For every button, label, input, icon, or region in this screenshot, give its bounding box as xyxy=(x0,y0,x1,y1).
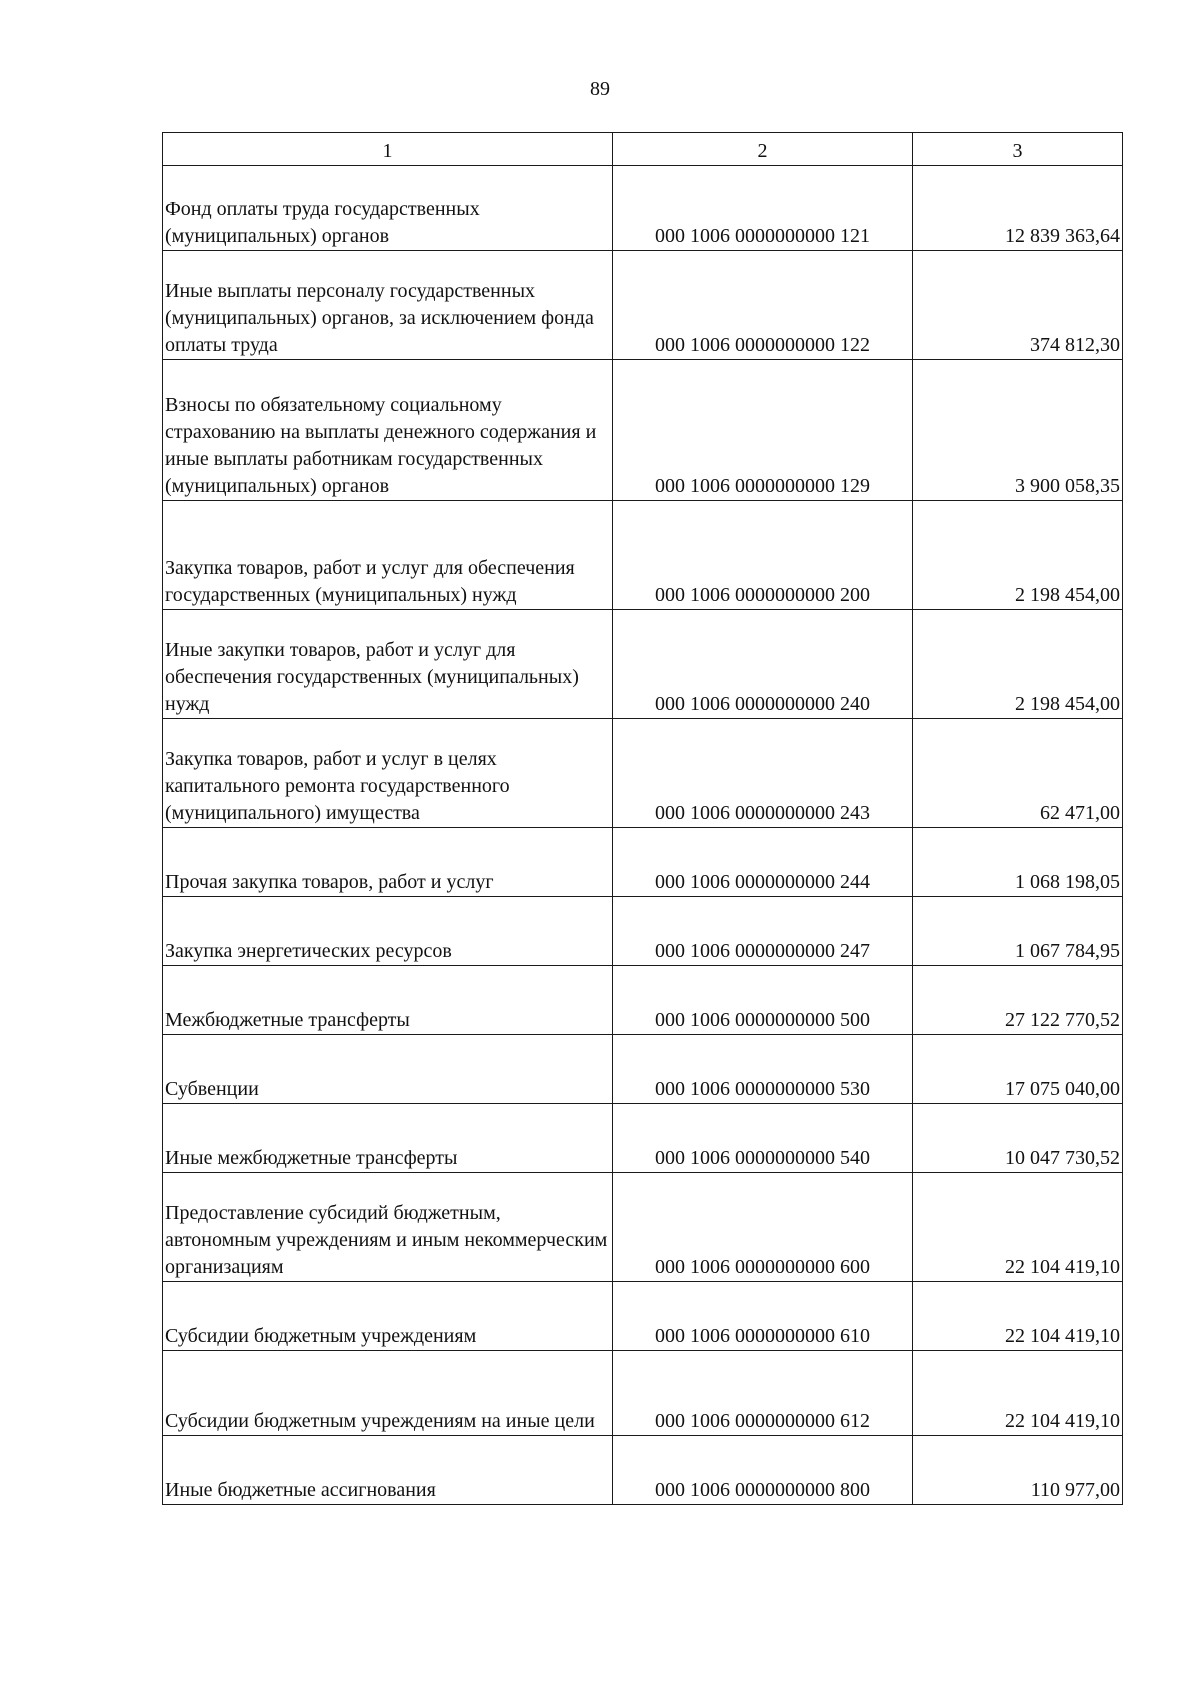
row-amount: 22 104 419,10 xyxy=(913,1173,1123,1282)
column-header-1: 1 xyxy=(163,133,613,166)
row-amount: 10 047 730,52 xyxy=(913,1104,1123,1173)
row-code: 000 1006 0000000000 540 xyxy=(613,1104,913,1173)
row-amount: 3 900 058,35 xyxy=(913,360,1123,501)
row-name: Иные закупки товаров, работ и услуг для обеспечения государственных (муниципальных) нужд xyxy=(163,610,613,719)
row-amount: 62 471,00 xyxy=(913,719,1123,828)
row-amount: 2 198 454,00 xyxy=(913,501,1123,610)
row-name: Иные бюджетные ассигнования xyxy=(163,1436,613,1505)
table-row xyxy=(163,251,1123,360)
row-code: 000 1006 0000000000 600 xyxy=(613,1173,913,1282)
table-row xyxy=(163,828,1123,897)
table-row xyxy=(163,1104,1123,1173)
table-row xyxy=(163,610,1123,719)
row-name: Иные межбюджетные трансферты xyxy=(163,1104,613,1173)
table-row xyxy=(163,897,1123,966)
row-amount: 27 122 770,52 xyxy=(913,966,1123,1035)
table-row xyxy=(163,1436,1123,1505)
row-name: Субсидии бюджетным учреждениям xyxy=(163,1282,613,1351)
column-header-2: 2 xyxy=(613,133,913,166)
row-code: 000 1006 0000000000 243 xyxy=(613,719,913,828)
row-name: Прочая закупка товаров, работ и услуг xyxy=(163,828,613,897)
table-row xyxy=(163,1173,1123,1282)
row-name: Межбюджетные трансферты xyxy=(163,966,613,1035)
row-amount: 374 812,30 xyxy=(913,251,1123,360)
row-amount: 17 075 040,00 xyxy=(913,1035,1123,1104)
row-name: Взносы по обязательному социальному страхованию на выплаты денежного содержания и иные выплаты работникам государственных (муниципальных) органов xyxy=(163,360,613,501)
table-row xyxy=(163,360,1123,501)
row-code: 000 1006 0000000000 500 xyxy=(613,966,913,1035)
row-amount: 1 068 198,05 xyxy=(913,828,1123,897)
row-name: Закупка товаров, работ и услуг для обеспечения государственных (муниципальных) нужд xyxy=(163,501,613,610)
table-row xyxy=(163,501,1123,610)
row-code: 000 1006 0000000000 247 xyxy=(613,897,913,966)
row-name: Закупка энергетических ресурсов xyxy=(163,897,613,966)
budget-table xyxy=(162,132,1123,1505)
table-row xyxy=(163,1035,1123,1104)
row-name: Субвенции xyxy=(163,1035,613,1104)
row-amount: 110 977,00 xyxy=(913,1436,1123,1505)
row-amount: 22 104 419,10 xyxy=(913,1351,1123,1436)
row-name: Предоставление субсидий бюджетным, автономным учреждениям и иным некоммерческим организациям xyxy=(163,1173,613,1282)
table-row xyxy=(163,166,1123,251)
row-name: Фонд оплаты труда государственных (муниципальных) органов xyxy=(163,166,613,251)
table-row xyxy=(163,719,1123,828)
row-name: Субсидии бюджетным учреждениям на иные цели xyxy=(163,1351,613,1436)
row-code: 000 1006 0000000000 800 xyxy=(613,1436,913,1505)
row-code: 000 1006 0000000000 240 xyxy=(613,610,913,719)
row-code: 000 1006 0000000000 121 xyxy=(613,166,913,251)
row-code: 000 1006 0000000000 610 xyxy=(613,1282,913,1351)
table-row xyxy=(163,966,1123,1035)
table-row xyxy=(163,1351,1123,1436)
row-code: 000 1006 0000000000 530 xyxy=(613,1035,913,1104)
table-header-row xyxy=(163,133,1123,166)
table-row xyxy=(163,1282,1123,1351)
row-code: 000 1006 0000000000 612 xyxy=(613,1351,913,1436)
row-code: 000 1006 0000000000 200 xyxy=(613,501,913,610)
row-code: 000 1006 0000000000 129 xyxy=(613,360,913,501)
row-amount: 2 198 454,00 xyxy=(913,610,1123,719)
row-name: Закупка товаров, работ и услуг в целях капитального ремонта государственного (муниципального) имущества xyxy=(163,719,613,828)
row-amount: 1 067 784,95 xyxy=(913,897,1123,966)
page-number: 89 xyxy=(590,78,610,100)
row-name: Иные выплаты персоналу государственных (муниципальных) органов, за исключением фонда оплаты труда xyxy=(163,251,613,360)
row-amount: 12 839 363,64 xyxy=(913,166,1123,251)
row-amount: 22 104 419,10 xyxy=(913,1282,1123,1351)
column-header-3: 3 xyxy=(913,133,1123,166)
row-code: 000 1006 0000000000 244 xyxy=(613,828,913,897)
row-code: 000 1006 0000000000 122 xyxy=(613,251,913,360)
